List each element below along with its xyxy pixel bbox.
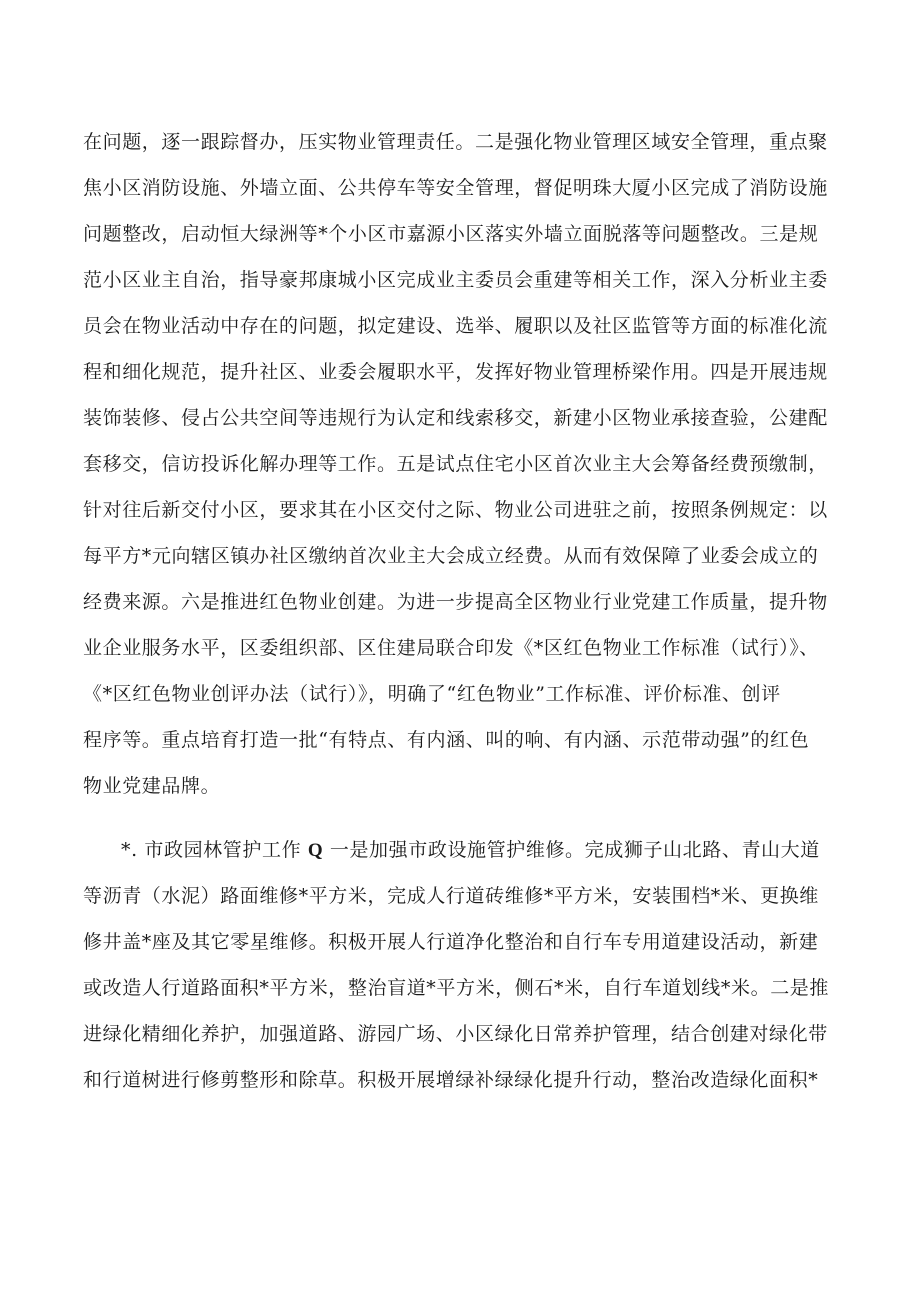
text-line: 套移交，信访投诉化解办理等工作。五是试点住宅小区首次业主大会筹备经费预缴制， [83,453,828,475]
text-line: 等沥青（水泥）路面维修*平方米，完成人行道砖维修*平方米，安装围档*米、更换维 [83,885,819,907]
text-line: 修井盖*座及其它零星维修。积极开展人行道净化整治和自行车专用道建设活动，新建 [83,931,819,953]
text-line: 问题整改，启动恒大绿洲等*个小区市嘉源小区落实外墙立面脱落等问题整改。三是规 [83,223,819,245]
text-line: 进绿化精细化养护，加强道路、游园广场、小区绿化日常养护管理，结合创建对绿化带 [83,1023,828,1045]
section-text: 一是加强市政设施管护维修。完成狮子山北路、青山大道 [323,839,820,861]
text-line: 员会在物业活动中存在的问题，拟定建设、选举、履职以及社区监管等方面的标准化流 [83,315,828,337]
text-line: 和行道树进行修剪整形和除草。积极开展增绿补绿绿化提升行动，整治改造绿化面积* [83,1069,819,1091]
text-line: 业企业服务水平，区委组织部、区住建局联合印发《*区红色物业工作标准（试行）》、 [83,637,819,659]
section-prefix: *. 市政园林管护工作 [121,839,308,861]
text-line: 范小区业主自治，指导豪邦康城小区完成业主委员会重建等相关工作，深入分析业主委 [83,269,828,291]
text-line: 或改造人行道路面积*平方米，整治盲道*平方米，侧石*米，自行车道划线*米。二是推 [83,977,830,999]
text-line: 《*区红色物业创评办法（试行）》，明确了“红色物业”工作标准、评价标准、创评 [83,683,781,705]
text-line: 物业党建品牌。 [83,775,221,797]
text-line: 程序等。重点培育打造一批“有特点、有内涵、叫的响、有内涵、示范带动强”的红色 [83,729,810,751]
section-marker: Q [307,840,324,861]
text-line: 程和细化规范，提升社区、业委会履职水平，发挥好物业管理桥梁作用。四是开展违规 [83,361,828,383]
text-line: 每平方*元向辖区镇办社区缴纳首次业主大会成立经费。从而有效保障了业委会成立的 [83,545,819,567]
text-line: 焦小区消防设施、外墙立面、公共停车等安全管理，督促明珠大厦小区完成了消防设施 [83,177,828,199]
text-line: 在问题，逐一跟踪督办，压实物业管理责任。二是强化物业管理区域安全管理，重点聚 [83,131,828,153]
text-line: 经费来源。六是推进红色物业创建。为进一步提高全区物业行业党建工作质量，提升物 [83,591,828,613]
text-line: 装饰装修、侵占公共空间等违规行为认定和线索移交，新建小区物业承接查验，公建配 [83,407,828,429]
text-line-heading [121,837,843,864]
text-line: 针对往后新交付小区，要求其在小区交付之际、物业公司进驻之前，按照条例规定：以 [83,499,828,521]
